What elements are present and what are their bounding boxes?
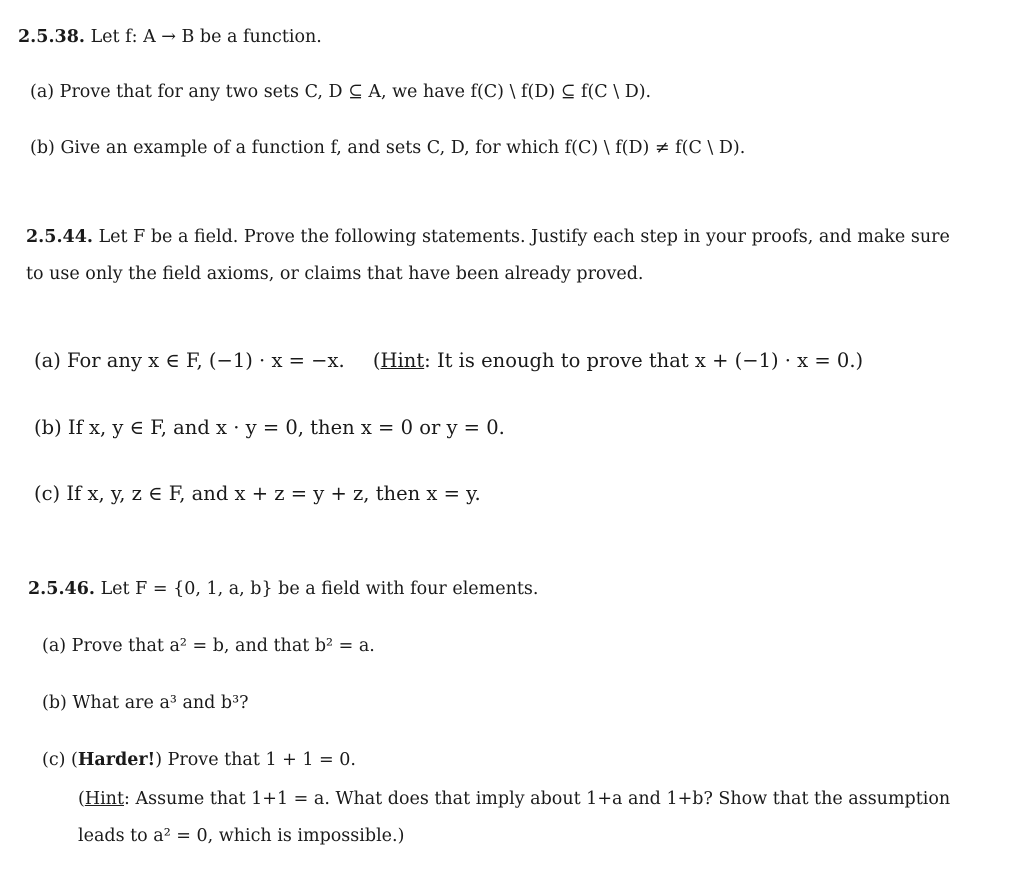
part-label: (c) <box>42 750 66 770</box>
hint-label: Hint <box>380 349 425 372</box>
part-label: (b) <box>34 416 62 439</box>
part-text: Prove that 1 + 1 = 0. <box>167 750 356 770</box>
part-text: What are a³ and b³? <box>72 693 249 713</box>
problem-intro: Let F = {0, 1, a, b} be a field with four elements. <box>100 579 539 599</box>
problem-intro: Let f: A → B be a function. <box>90 27 322 47</box>
part-c <box>34 482 481 505</box>
problem-number: 2.5.46. <box>28 579 95 599</box>
problem-number: 2.5.38. <box>18 27 85 47</box>
part-a: (a) For any x ∈ F, (−1) · x = −x. (Hint: It is enough to prove that x + (−1) · x = 0.) <box>34 349 864 372</box>
harder-label: Harder! <box>77 750 156 770</box>
problem-2-5-38-header <box>18 27 322 48</box>
problem-2-5-46-header <box>28 579 538 600</box>
part-text: Prove that for any two sets C, D ⊆ A, we have f(C) \ f(D) ⊆ f(C \ D). <box>59 82 652 102</box>
part-b <box>42 693 249 714</box>
problem-intro-line2: to use only the field axioms, or claims that have been already proved. <box>26 264 644 284</box>
hint-text: : It is enough to prove that x + (−1) · x = 0.) <box>424 349 864 372</box>
part-label: (a) <box>42 636 67 656</box>
problem-intro-line1: Let F be a field. Prove the following statements. Justify each step in your proofs, and make sure <box>98 227 950 247</box>
part-a <box>42 636 375 657</box>
part-label: (a) <box>30 82 55 102</box>
hint-label: Hint <box>84 789 124 809</box>
problem-number: 2.5.44. <box>26 227 93 247</box>
part-c: (c) (Harder!) Prove that 1 + 1 = 0. <box>42 750 356 770</box>
part-text: If x, y, z ∈ F, and x + z = y + z, then x = y. <box>66 482 481 505</box>
part-text: Give an example of a function f, and sets C, D, for which f(C) \ f(D) ≠ f(C \ D). <box>60 138 746 158</box>
part-label: (b) <box>42 693 67 713</box>
part-b <box>34 416 505 439</box>
problem-2-5-44-header <box>26 227 950 248</box>
part-a <box>30 82 651 103</box>
part-text: If x, y ∈ F, and x · y = 0, then x = 0 or y = 0. <box>67 416 505 439</box>
hint-line1: (Hint: Assume that 1+1 = a. What does that imply about 1+a and 1+b? Show that the assumption <box>78 789 951 809</box>
part-label: (c) <box>34 482 61 505</box>
part-b <box>30 138 745 159</box>
part-label: (a) <box>34 349 61 372</box>
hint-text: : Assume that 1+1 = a. What does that imply about 1+a and 1+b? Show that the assumption <box>124 789 951 809</box>
hint-line2: leads to a² = 0, which is impossible.) <box>78 826 405 846</box>
part-label: (b) <box>30 138 55 158</box>
part-text: For any x ∈ F, (−1) · x = −x. <box>67 349 345 372</box>
part-text: Prove that a² = b, and that b² = a. <box>71 636 375 656</box>
